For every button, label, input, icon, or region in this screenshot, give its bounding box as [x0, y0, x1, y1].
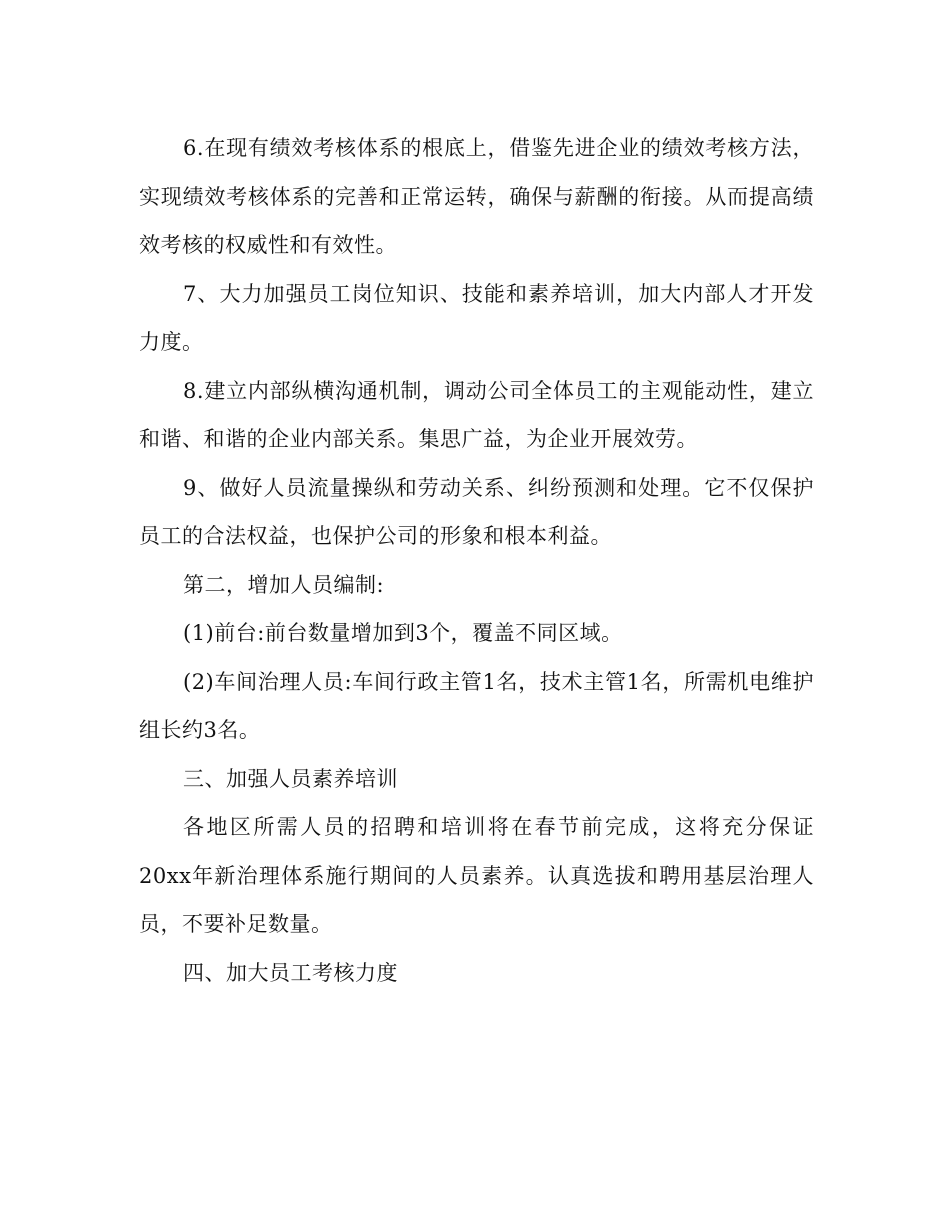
paragraph-item-9: 9、做好人员流量操纵和劳动关系、纠纷预测和处理。它不仅保护员工的合法权益，也保护公司的形象和根本利益。: [139, 475, 814, 548]
section-heading-training: 三、加强人员素养培训: [183, 766, 398, 791]
staffing-item-front-desk: (1)前台:前台数量增加到3个，覆盖不同区域。: [183, 621, 623, 645]
document-body: [139, 124, 814, 997]
section-heading-assessment: 四、加大员工考核力度: [183, 960, 398, 985]
section-heading-staffing: 第二，增加人员编制:: [183, 572, 385, 597]
paragraph-item-8: 8.建立内部纵横沟通机制，调动公司全体员工的主观能动性，建立和谐、和谐的企业内部关系。集思广益，为企业开展效劳。: [139, 378, 814, 451]
staffing-item-workshop: (2)车间治理人员:车间行政主管1名，技术主管1名，所需机电维护组长约3名。: [139, 669, 814, 742]
paragraph-item-6: 6.在现有绩效考核体系的根底上，借鉴先进企业的绩效考核方法，实现绩效考核体系的完善和正常运转，确保与薪酬的衔接。从而提高绩效考核的权威性和有效性。: [139, 136, 814, 257]
training-paragraph: 各地区所需人员的招聘和培训将在春节前完成，这将充分保证20xx年新治理体系施行期间的人员素养。认真选拔和聘用基层治理人员，不要补足数量。: [139, 815, 814, 936]
paragraph-item-7: 7、大力加强员工岗位知识、技能和素养培训，加大内部人才开发力度。: [139, 281, 814, 354]
